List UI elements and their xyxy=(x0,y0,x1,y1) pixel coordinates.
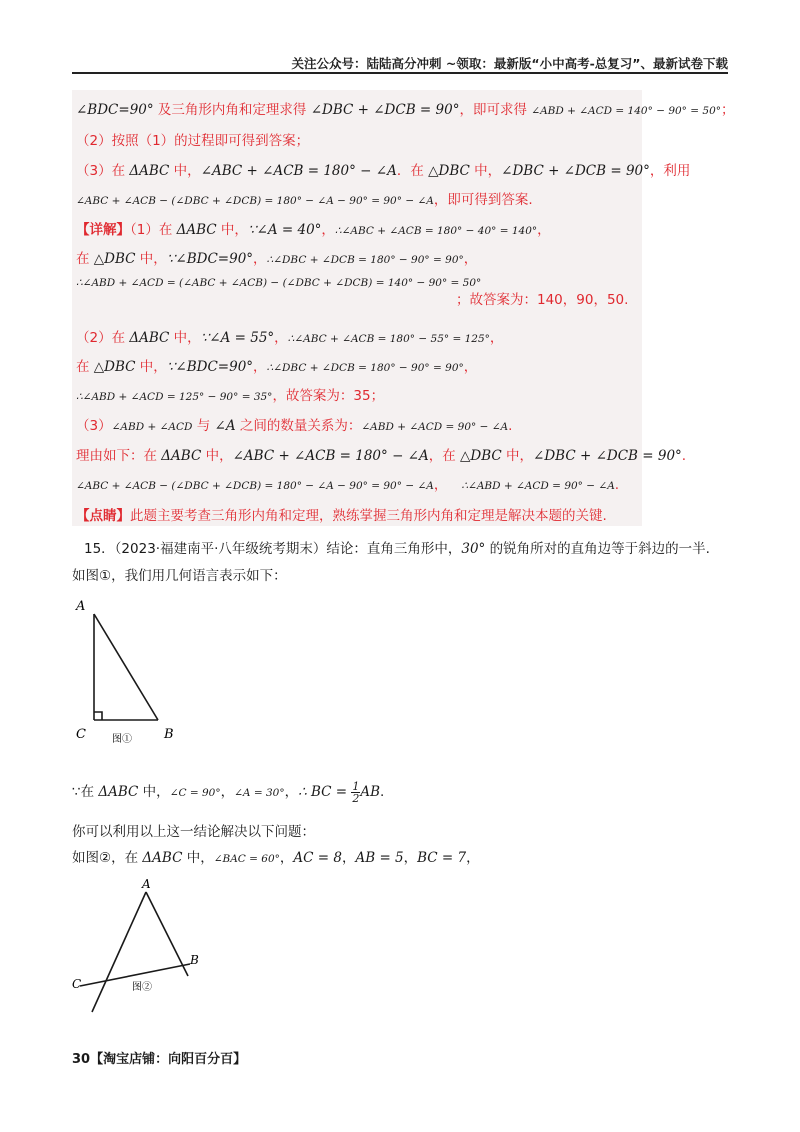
text: 与 xyxy=(192,418,215,434)
math-expr: ∠DBC + ∠DCB = 90° xyxy=(533,448,682,464)
text: ， xyxy=(220,784,235,800)
vertex-label-b: B xyxy=(164,727,174,742)
shop-name: 【淘宝店铺：向阳百分百】 xyxy=(90,1052,247,1067)
vertex-label-a: A xyxy=(76,599,86,614)
text: ，在 xyxy=(428,448,461,464)
math-expr: ∴∠ABD + ∠ACD = 90° − ∠A xyxy=(461,480,615,492)
math-expr: ∠DBC + ∠DCB = 90° xyxy=(501,163,650,179)
text: ； xyxy=(721,102,735,118)
text: 如图②，在 xyxy=(72,850,143,866)
math-expr: △DBC xyxy=(93,251,136,267)
math-expr: ∴∠DBC + ∠DCB = 180° − 90° = 90° xyxy=(266,254,464,266)
solution-line-11 xyxy=(76,384,384,404)
math-expr: ∵∠BDC=90° xyxy=(166,251,254,267)
vertex-label-c: C xyxy=(72,977,82,991)
text: 中， xyxy=(501,448,534,464)
solution-line-13 xyxy=(76,444,686,464)
right-angle-mark xyxy=(94,712,102,720)
page-header: 关注公众号：陆陆高分冲刺 ~领取：最新版“小中高考-总复习”、最新试卷下载 xyxy=(291,56,728,71)
math-expr: ∠ABC + ∠ACB − (∠DBC + ∠DCB) = 180° − ∠A − 90° = 90° − ∠A xyxy=(76,195,434,207)
text: ，即可得到答案. xyxy=(433,192,533,208)
text: ， xyxy=(403,850,418,866)
math-expr: ∴∠ABC + ∠ACB = 180° − 55° = 125° xyxy=(287,333,490,345)
solution-line-6 xyxy=(76,247,477,267)
problem-15-statement xyxy=(84,537,710,557)
text: （3） xyxy=(76,418,112,434)
vertex-label-c: C xyxy=(76,727,86,742)
math-expr: △DBC xyxy=(428,163,470,179)
math-expr: ΔABC xyxy=(98,784,139,800)
text: . xyxy=(380,784,385,800)
math-expr: ∵∠A = 55° xyxy=(200,330,275,346)
numerator: 1 xyxy=(352,779,360,793)
math-expr: ∠ABC + ∠ACB = 180° − ∠A xyxy=(232,448,429,464)
text: 的锐角所对的直角边等于斜边的一半. xyxy=(485,541,710,557)
math-expr: AB xyxy=(360,784,381,800)
math-expr: ∠ABC + ∠ACB = 180° − ∠A xyxy=(200,163,397,179)
vertex-label-a: A xyxy=(142,877,151,891)
text: 中， xyxy=(135,251,167,267)
text: 中， xyxy=(135,359,167,375)
text: ， xyxy=(466,850,480,866)
problem-15-intro: 如图①，我们用几何语言表示如下： xyxy=(72,568,287,584)
text: ， xyxy=(274,330,288,346)
text: . xyxy=(681,448,687,464)
math-expr: ΔABC xyxy=(142,850,183,866)
edge-ab xyxy=(94,614,158,720)
solution-line-12 xyxy=(76,414,512,434)
figure-caption: 图① xyxy=(112,734,132,745)
figure-caption: 图② xyxy=(132,982,152,993)
text: 中， xyxy=(182,850,214,866)
math-expr: △DBC xyxy=(460,448,502,464)
text: . xyxy=(508,418,513,434)
text: ， xyxy=(279,850,294,866)
text: 理由如下：在 xyxy=(76,448,162,464)
solution-line-9 xyxy=(76,326,503,346)
math-expr: ∴ BC = xyxy=(298,784,352,800)
math-expr: ∠ABC + ∠ACB − (∠DBC + ∠DCB) = 180° − ∠A − 90° = 90° − ∠A xyxy=(76,480,434,492)
text: . xyxy=(614,477,620,493)
text: ， xyxy=(537,222,551,238)
text: 及三角形内角和定理求得 xyxy=(153,102,311,118)
text: ，故答案为：35； xyxy=(272,388,385,404)
math-expr: △DBC xyxy=(93,359,136,375)
text: ， xyxy=(321,222,335,238)
text: 之间的数量关系为： xyxy=(235,418,362,434)
text: ， xyxy=(433,477,448,493)
solution-line-4 xyxy=(76,188,533,208)
figure-1 xyxy=(70,596,190,746)
figure-2 xyxy=(66,872,216,1022)
math-expr: ∠BDC=90° xyxy=(76,102,154,118)
solution-line-3 xyxy=(76,159,690,179)
given-statement xyxy=(72,780,384,804)
text: 在 xyxy=(76,251,94,267)
math-expr: ∠ABD + ∠ACD = 140° − 90° = 50° xyxy=(531,105,722,117)
text: ， xyxy=(489,330,504,346)
solution-line-16 xyxy=(76,504,607,524)
math-expr: ∴∠ABC + ∠ACB = 180° − 40° = 140° xyxy=(334,225,538,237)
text: ，利用 xyxy=(649,163,691,179)
math-expr: ∠C = 90° xyxy=(169,787,221,799)
math-expr: ΔABC xyxy=(176,222,217,238)
text: ，即可求得 xyxy=(459,102,532,118)
solution-line-8: ；故答案为：140，90，50. xyxy=(456,292,629,308)
text: （1）在 xyxy=(130,222,177,238)
solution-line-10 xyxy=(76,355,477,375)
header-divider xyxy=(72,72,728,74)
math-expr: ∵∠BDC=90° xyxy=(166,359,254,375)
text: 中， xyxy=(201,448,233,464)
text: ∵在 xyxy=(72,784,99,800)
comment-label: 【点睛】 xyxy=(76,508,130,524)
fraction-one-half xyxy=(351,781,360,804)
math-expr: AC = 8 xyxy=(293,850,342,866)
math-expr: ∴∠ABD + ∠ACD = (∠ABC + ∠ACB) − (∠DBC + ∠DCB) = 140° − 90° = 50° xyxy=(76,277,482,289)
text: ， xyxy=(341,850,356,866)
solution-line-1 xyxy=(76,98,735,118)
math-expr: ∴∠DBC + ∠DCB = 180° − 90° = 90° xyxy=(266,362,464,374)
text: 15．（2023·福建南平·八年级统考期末）结论：直角三角形中， xyxy=(84,541,462,557)
text: （3）在 xyxy=(76,163,130,179)
figure-2-condition xyxy=(72,846,480,866)
math-expr: ∠BAC = 60° xyxy=(213,853,280,865)
math-expr: ∠DBC + ∠DCB = 90° xyxy=(310,102,460,118)
text: ， xyxy=(284,784,299,800)
text: 中， xyxy=(469,163,502,179)
detail-label: 【详解】 xyxy=(76,222,130,238)
math-expr: ∴∠ABD + ∠ACD = 125° − 90° = 35° xyxy=(76,391,273,403)
math-expr: ∠ABD + ∠ACD xyxy=(111,421,193,433)
page-footer xyxy=(72,1048,246,1067)
solution-line-7 xyxy=(76,274,481,290)
vertex-label-b: B xyxy=(190,953,199,967)
math-expr: ΔABC xyxy=(129,163,170,179)
text: ， xyxy=(463,359,478,375)
solution-line-5 xyxy=(76,218,551,238)
edge-ab xyxy=(146,892,188,976)
text: ， xyxy=(253,359,267,375)
text: 中， xyxy=(169,163,201,179)
math-expr: ΔABC xyxy=(129,330,170,346)
text: （2）在 xyxy=(76,330,130,346)
math-expr: 30° xyxy=(461,541,486,557)
text: ， xyxy=(463,251,478,267)
math-expr: ∠ABD + ∠ACD = 90° − ∠A xyxy=(361,421,509,433)
edge-ac xyxy=(92,892,146,1012)
instruction-line: 你可以利用以上这一结论解决以下问题： xyxy=(72,824,315,840)
solution-line-2: （2）按照（1）的过程即可得到答案； xyxy=(76,133,310,149)
page-number: 30 xyxy=(72,1052,91,1067)
math-expr: ∠A = 30° xyxy=(234,787,285,799)
math-expr: AB = 5 xyxy=(355,850,404,866)
text: ．在 xyxy=(396,163,429,179)
math-expr: ∵∠A = 40° xyxy=(247,222,322,238)
denominator: 2 xyxy=(352,791,360,805)
text: 此题主要考查三角形内角和定理，熟练掌握三角形内角和定理是解决本题的关键. xyxy=(130,508,607,524)
math-expr: ∠A xyxy=(214,418,236,434)
math-expr: BC = 7 xyxy=(417,850,467,866)
text: 中， xyxy=(169,330,201,346)
math-expr: ΔABC xyxy=(161,448,202,464)
text: 在 xyxy=(76,359,94,375)
solution-line-14 xyxy=(76,473,619,493)
text: 中， xyxy=(216,222,248,238)
text: 中， xyxy=(138,784,170,800)
text: ， xyxy=(253,251,267,267)
